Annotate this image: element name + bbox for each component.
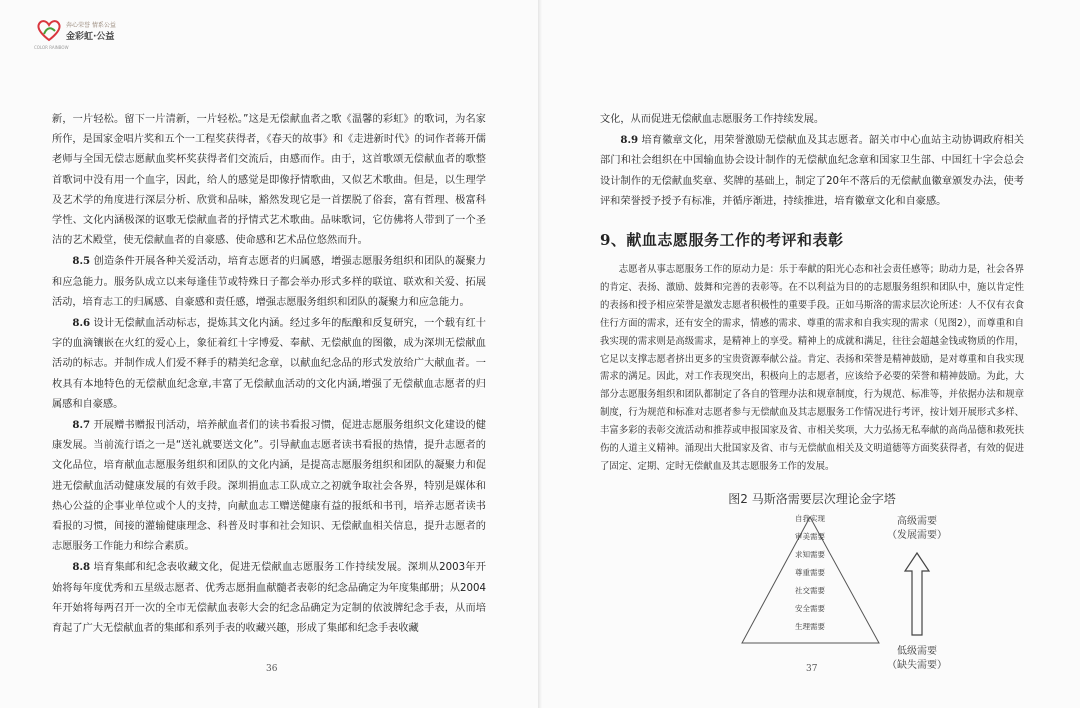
paragraph — [600, 261, 1024, 476]
page-fold — [538, 0, 542, 708]
page-number-left: 36 — [266, 664, 278, 674]
pyramid-level: 社交需要 — [795, 585, 825, 595]
logo-subtitle: COLOR RAINBOW — [34, 45, 69, 50]
section-number: 8.7 — [72, 419, 91, 432]
high-needs-title: 高级需要 — [897, 515, 937, 527]
pyramid-level: 求知需要 — [795, 549, 825, 559]
paragraph-text: 培育徽章文化，用荣誉激励无偿献血及其志愿者。韶关市中心血站主动协调政府相关部门和社会组织在中国输血协会设计制作的无偿献血纪念章和国家卫生部、中国红十字会总会设计制作的无偿献血奖章、奖牌的基础上，制定了20年不落后的无偿献血徽章颁发办法，使考评和荣誉授予授予有标准，并循序渐进，持续推进，培育徽章文化和自豪感。 — [600, 135, 1024, 207]
paragraph — [600, 130, 1024, 212]
figure-caption: 图2 马斯洛需要层次理论金字塔 — [728, 491, 896, 506]
logo-tagline: 奔心荣誉 情系公益 — [66, 22, 116, 29]
right-page-body — [600, 110, 1024, 693]
paragraph-text: 新，一片轻松。留下一片清新，一片轻松。”这是无偿献血者之歌《温馨的彩虹》的歌词，为名家所作，是国家金唱片奖和五个一工程奖获得者，《春天的故事》和《走进新时代》的词作者蒋开儒老师与全国无偿志愿献血奖杯奖获得者们交流后，由感而作。由于，这首歌颂无偿献血者的歌整首歌词中没有用一个血字，因此，给人的感觉是即像抒情歌曲，又似艺术歌曲。但是，以生理学及艺术学的角度进行深层分析、欣赏和品味，豁然发现它是一首摆脱了俗套，富有哲理、极富科学性、文化内涵极深的讴歌无偿献血者的抒情式艺术歌曲。品味歌词，它仿佛将人带到了一个圣洁的艺术殿堂，使无偿献血者的自豪感、使命感和艺术品位悠然而升。 — [52, 114, 486, 247]
low-needs-sub: （缺失需要） — [887, 659, 947, 671]
page-number-right: 37 — [806, 664, 818, 674]
paragraph — [52, 415, 486, 557]
pyramid-level: 审美需要 — [795, 531, 825, 541]
paragraph-text: 培育集邮和纪念表收藏文化，促进无偿献血志愿服务工作持续发展。深圳从2003年开始将每年度优秀和五星级志愿者、优秀志愿捐血献髓者表彰的纪念品确定为年度集邮册；从2004年开始将每两召开一次的全市无偿献血表彰大会的纪念品确定为定制的依波牌纪念手表，从而培育起了广大无偿献血者的集邮和系列手表的收藏兴趣，形成了集邮和纪念手表收藏 — [52, 562, 486, 635]
high-needs-sub: （发展需要） — [887, 529, 947, 541]
low-needs-label — [882, 645, 952, 673]
logo-brand: 金彩虹·公益 — [66, 32, 115, 42]
paragraph-text: 文化，从而促进无偿献血志愿服务工作持续发展。 — [600, 114, 825, 125]
section-number: 8.8 — [72, 561, 91, 574]
paragraph — [52, 251, 486, 313]
low-needs-title: 低级需要 — [897, 645, 937, 657]
paragraph — [52, 313, 486, 415]
section-number: 8.5 — [72, 255, 91, 268]
paragraph-text: 设计无偿献血活动标志，提炼其文化内涵。经过多年的酝酿和反复研究，一个载有红十字的血滴镶嵌在火红的爱心上，象征着红十字博爱、奉献、无偿献血的图徽，成为深圳无偿献血活动的标志。并制作成人们爱不释手的精美纪念章，以献血纪念品的形式发放给广大献血者。一枚具有本地特色的无偿献血纪念章,丰富了无偿献血活动的文化内涵,增强了无偿献血志愿者的归属感和自豪感。 — [52, 318, 486, 410]
paragraph — [52, 110, 486, 251]
paragraph-text: 开展赠书赠报刊活动，培养献血者们的读书看报习惯，促进志愿服务组织文化建设的健康发展。当前流行语之一是“送礼就要送文化”。引导献血志愿者读书看报的热情，提升志愿者的文化品位，培育献血志愿服务组织和团队的文化内涵，是提高志愿服务组织和团队的凝聚力和促进无偿献血活动健康发展的有效手段。深圳捐血志工队成立之初就争取社会各界，特别是媒体和热心公益的企事业单位或个人的支持，向献血志工赠送健康有益的报纸和书刊，培养志愿者读书看报的习惯，间接的灌输健康理念、科普及时事和社会知识、无偿献血相关信息，提升志愿者的志愿服务工作能力和综合素质。 — [52, 420, 486, 553]
paragraph-text: 志愿者从事志愿服务工作的原动力是：乐于奉献的阳光心态和社会责任感等；助动力是，社会各界的肯定、表扬、激励、鼓舞和完善的表彰等。在不以利益为目的的志愿服务组织和团队中，施以肯定性的表扬和授予相应荣誉是激发志愿者积极性的重要手段。正如马斯洛的需求层次论所述：人不仅有衣食住行方面的需求，还有安全的需求，情感的需求、尊重的需求和自我实现的需求（见图2），而尊重和自我实现的需求则是高级需求，是精神上的享受。精神上的成就和满足，往往会超越金钱或物质的作用，它足以支撑志愿者挤出更多的宝贵资源奉献公益。肯定、表扬和荣誉是精神鼓励，是对尊重和自我实现需求的满足。因此，对工作表现突出，积极向上的志愿者，应该给予必要的荣誉和精神鼓励。为此，大部分志愿服务组织和团队都制定了各自的管理办法和规章制度，行为规范、标准等，并依据办法和规章制度，行为规范和标准对志愿者参与无偿献血及其志愿服务工作情况进行考评，按计划开展形式多样、丰富多彩的表彰交流活动和推荐或申报国家及省、市相关奖项，大力弘扬无私奉献的高尚品德和救死扶伤的人道主义精神。涌现出大批国家及省、市与无偿献血相关及文明道德等方面奖获得者，有效的促进了固定、定期、定时无偿献血及其志愿服务工作的发展。 — [600, 264, 1024, 472]
up-arrow-icon — [902, 549, 932, 639]
pyramid-level: 尊重需要 — [795, 567, 825, 577]
pyramid-level: 生理需要 — [795, 621, 825, 631]
high-needs-label — [882, 515, 952, 543]
section-number: 8.6 — [72, 317, 91, 330]
pyramid-level: 自我实现 — [795, 513, 825, 523]
paragraph — [52, 557, 486, 639]
section-number: 8.9 — [620, 134, 639, 147]
pyramid-level: 安全需要 — [795, 603, 825, 613]
section-title: 9、献血志愿服务工作的考评和表彰 — [600, 231, 844, 250]
left-page-body — [52, 110, 486, 639]
heart-logo-icon — [36, 18, 62, 42]
paragraph-text: 创造条件开展各种关爱活动，培育志愿者的归属感，增强志愿服务组织和团队的凝聚力和应急能力。服务队成立以来每逢佳节或特殊日子都会举办形式多样的联谊、联欢和关爱、拓展活动，培育志工的归属感、自豪感和责任感，增强志愿服务组织和团队的凝聚力和应急能力。 — [52, 256, 486, 308]
paragraph — [600, 110, 1024, 130]
